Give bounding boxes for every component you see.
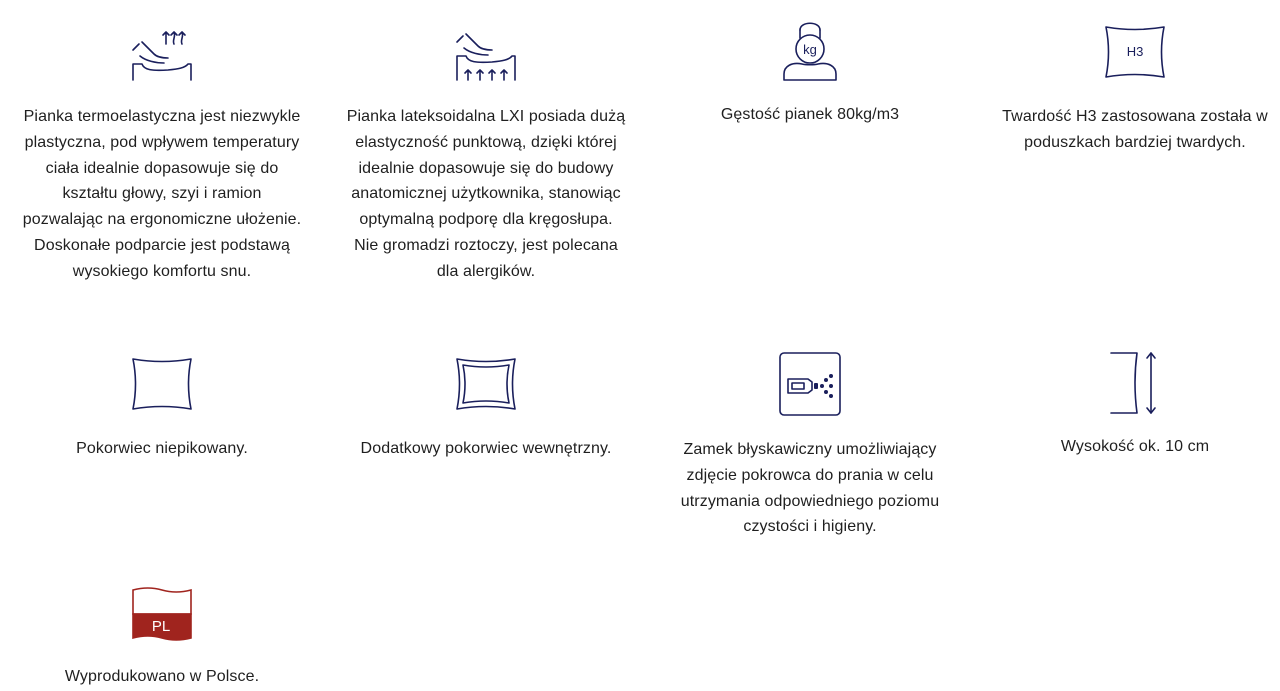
feature-made-in-poland [22,586,302,690]
feature-description: Wysokość ok. 10 cm [1060,438,1210,455]
thermo-foam-icon [130,26,194,84]
latex-foam-icon [454,26,518,84]
kg-label: kg [803,42,817,57]
feature-zipper [670,351,950,540]
zipper-icon [778,351,842,417]
feature-description: Pianka lateksoidalna LXI posiada dużą elastyczność punktową, dzięki której idealnie dopasowuje się do budowy anatomicznej użytkownika, stanowiąc optymalną podporę dla kręgosłupa. Nie gromadzi roztoczy, jest polecana dla alergików. [346,108,626,280]
feature-description: Twardość H3 zastosowana została w poduszkach bardziej twardych. [1002,108,1268,151]
feature-description: Zamek błyskawiczny umożliwiający zdjęcie pokrowca do prania w celu utrzymania odpowiedniego poziomu czystości i higieny. [680,441,940,536]
h3-pillow-icon [1103,24,1167,80]
feature-height [1010,350,1260,460]
h3-label: H3 [1126,44,1144,59]
feature-description: Wyprodukowano w Polsce. [64,668,260,685]
pl-label: PL [151,618,171,635]
feature-latex-foam [346,26,626,285]
feature-thermoelastic-foam [22,26,302,285]
height-icon [1103,350,1167,416]
feature-inner-cover [346,356,626,462]
feature-description: Pianka termoelastyczna jest niezwykle plastyczna, pod wpływem temperatury ciała idealnie dopasowuje się do kształtu głowy, szyi i ramion pozwalając na ergonomiczne ułożenie. Doskonałe podparcie jest podstawą wysokiego komfortu snu. [22,108,302,280]
poland-flag-icon [130,586,194,642]
feature-description: Pokorwiec niepikowany. [76,440,248,457]
kg-weight-icon [778,18,842,82]
feature-unquilted-cover [22,356,302,462]
feature-description: Dodatkowy pokorwiec wewnętrzny. [360,440,612,457]
feature-hardness-h3 [990,24,1280,156]
double-pillow-icon [454,356,518,412]
pillow-icon [130,356,194,412]
feature-description: Gęstość pianek 80kg/m3 [720,106,900,123]
feature-foam-density [670,18,950,128]
